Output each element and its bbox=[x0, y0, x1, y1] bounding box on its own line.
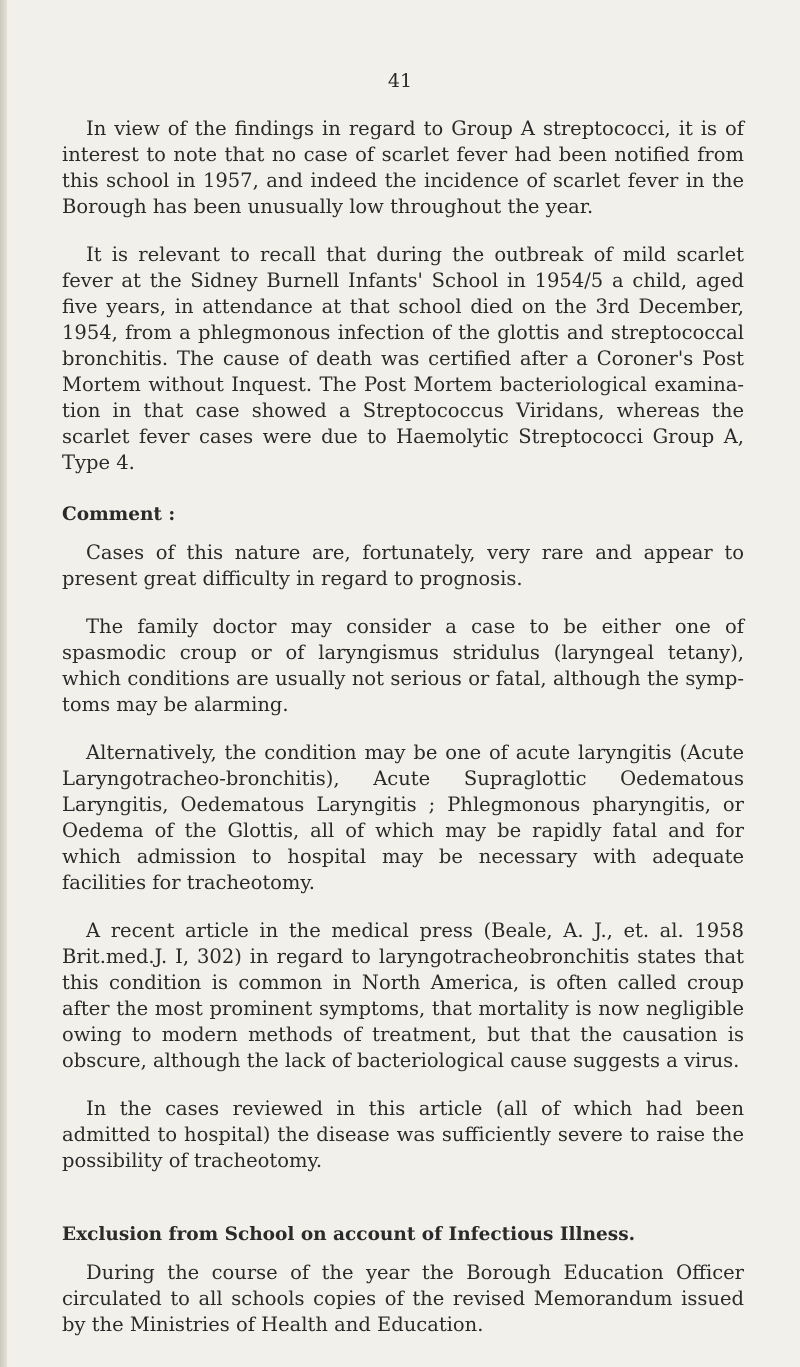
paragraph-cases-reviewed: In the cases reviewed in this article (all of which had been admitted to hospital) the disease was sufficiently severe to raise the possibility of tracheotomy. bbox=[62, 1097, 744, 1172]
page-number: 41 bbox=[387, 70, 413, 92]
paragraph-memorandum: During the course of the year the Borough Education Officer circulated to all schools copies of the revised Memorandum issued by the Ministries of Health and Education. bbox=[62, 1261, 744, 1336]
paragraph-recent-article: A recent article in the medical press (Beale, A. J., et. al. 1958 Brit.med.J. I, 302) in regard to laryngotracheobronchitis states that this condition is common in North America, is often called croup after the most prominent symptoms, that mortality is now negligible owing to modern methods of treatment, but that the causation is obscure, although the lack of bacteriological cause suggests a virus. bbox=[62, 919, 744, 1072]
paragraph-rare-cases: Cases of this nature are, fortunately, very rare and appear to present great difficulty in regard to prognosis. bbox=[62, 541, 744, 590]
document-body bbox=[62, 66, 744, 1338]
paragraph-acute-laryngitis: Alternatively, the condition may be one of acute laryngitis (Acute Laryngotracheo-bronchitis), Acute Supraglottic Oedematous Laryngitis, Oedematous Laryngitis ; Phlegmonous pharyngitis, or Oedema of the Glottis, all of which may be rapidly fatal and for which admission to hospital may be necessary with adequate facilities for tracheotomy. bbox=[62, 741, 744, 894]
paragraph-sidney-burnell-case: It is relevant to recall that during the outbreak of mild scarlet fever at the Sidney Burnell Infants' School in 1954/5 a child, aged five years, in attendance at that school died on the 3rd December, 1954, from a phlegmonous infection of the glottis and streptococcal bronchitis. The cause of death was certified after a Coroner's Post Mortem without Inquest. The Post Mortem bacteriological examina- tion in that case showed a Streptococcus Viridans, whereas the scarlet fever cases were due to Haemolytic Streptococci Group A, Type 4. bbox=[62, 243, 744, 474]
paragraph-family-doctor: The family doctor may consider a case to be either one of spasmodic croup or of laryngismus stridulus (laryngeal tetany), which conditions are usually not serious or fatal, although the symp- toms may be alarming. bbox=[62, 615, 744, 716]
heading-comment: Comment : bbox=[62, 504, 176, 525]
page-edge bbox=[0, 0, 7, 1367]
paragraph-scarlet-fever-incidence: In view of the findings in regard to Group A streptococci, it is of interest to note that no case of scarlet fever had been notified from this school in 1957, and indeed the incidence of scarlet fever in the Borough has been unusually low throughout the year. bbox=[62, 117, 744, 218]
heading-exclusion-from-school: Exclusion from School on account of Infectious Illness. bbox=[62, 1224, 636, 1245]
